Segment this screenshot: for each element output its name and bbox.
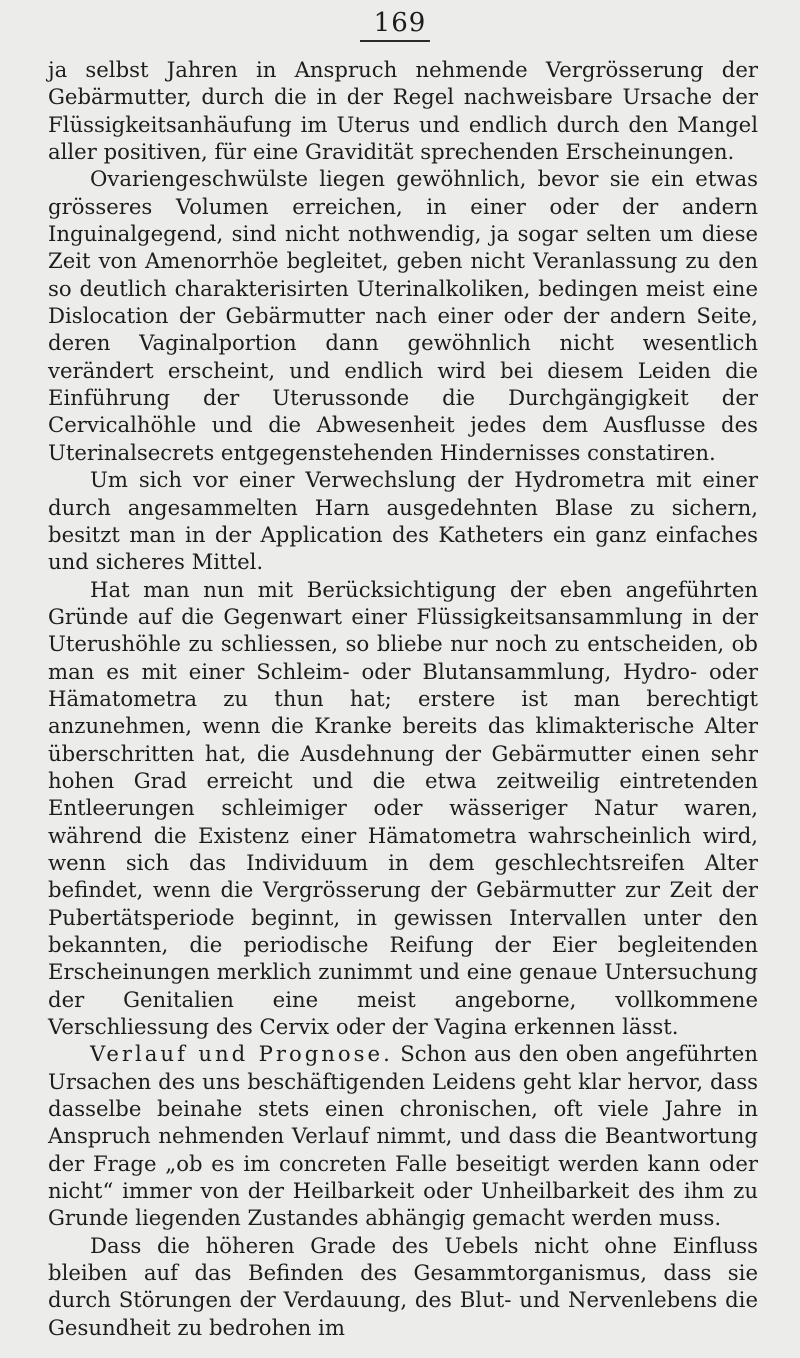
paragraph-bladder: Um sich vor einer Verwechslung der Hydrometra mit einer durch angesammelten Harn ausgedehnten Blase zu sichern, besitzt man in der Application des Katheters ein ganz einfaches und sicheres Mittel. [48, 467, 758, 575]
paragraph-hydro-haematometra: Hat man nun mit Berücksichtigung der eben angeführten Gründe auf die Gegenwart einer Flüssigkeitsansammlung in der Uterushöhle zu schliessen, so bliebe nur noch zu entscheiden, ob man es mit einer Schleim- oder Blutansammlung, Hydro- oder Hämatometra zu thun hat; erstere ist man berechtigt anzunehmen, wenn die Kranke bereits das klimakterische Alter überschritten hat, die Ausdehnung der Gebärmutter einen sehr hohen Grad erreicht und die etwa zeitweilig eintretenden Entleerungen schleimiger oder wässeriger Natur waren, während die Existenz einer Hämatometra wahrscheinlich wird, wenn sich das Individuum in dem geschlechtsreifen Alter befindet, wenn die Vergrösserung der Gebärmutter zur Zeit der Pubertätsperiode beginnt, in gewissen Intervallen unter den bekannten, die periodische Reifung der Eier begleitenden Erscheinungen merklich zunimmt und eine genaue Untersuchung der Genitalien eine meist angeborne, vollkommene Verschliessung des Cervix oder der Vagina erkennen lässt. [48, 576, 758, 1040]
paragraph-course-body: Schon aus den oben angeführten Ursachen des uns beschäftigenden Leidens geht klar hervor, dass dasselbe beinahe stets einen chronischen, oft viele Jahre in Anspruch nehmenden Verlauf nimmt, und dass die Beantwortung der Frage „ob es im concreten Falle beseitigt werden kann oder nicht“ immer von der Heilbarkeit oder Unheilbarkeit des ihm zu Grunde liegenden Zustandes abhängig gemacht werden muss. [48, 1041, 758, 1231]
paragraph-continuation: ja selbst Jahren in Anspruch nehmende Vergrösserung der Gebärmutter, durch die in der Regel nachweisbare Ursache der Flüssigkeitsanhäufung im Uterus und endlich durch den Mangel aller positiven, für eine Gravidität sprechenden Erscheinungen. [48, 57, 758, 165]
paragraph-course-prognosis [48, 1040, 758, 1231]
paragraph-ovarian-tumors: Ovariengeschwülste liegen gewöhnlich, bevor sie ein etwas grösseres Volumen erreichen, in einer oder der andern Inguinalgegend, sind nicht nothwendig, ja sogar selten um diese Zeit von Amenorrhöe begleitet, geben nicht Veranlassung zu den so deutlich charakterisirten Uterinalkoliken, bedingen meist eine Dislocation der Gebärmutter nach einer oder der andern Seite, deren Vaginalportion dann gewöhnlich nicht wesentlich verändert erscheint, und endlich wird bei diesem Leiden die Einführung der Uterussonde die Durchgängigkeit der Cervicalhöhle und die Abwesenheit jedes dem Ausflusse des Uterinalsecrets entgegenstehenden Hindernisses constatiren. [48, 166, 758, 465]
section-heading-verlauf: Verlauf und Prognose. [90, 1041, 393, 1067]
page-number-rule [360, 40, 430, 42]
page-number: 169 [373, 8, 427, 38]
body-text [48, 56, 758, 1341]
paragraph-general-health: Dass die höheren Grade des Uebels nicht ohne Einfluss bleiben auf das Befinden des Gesammtorganismus, dass sie durch Störungen der Verdauung, des Blut- und Nervenlebens die Gesundheit zu bedrohen im [48, 1232, 758, 1340]
